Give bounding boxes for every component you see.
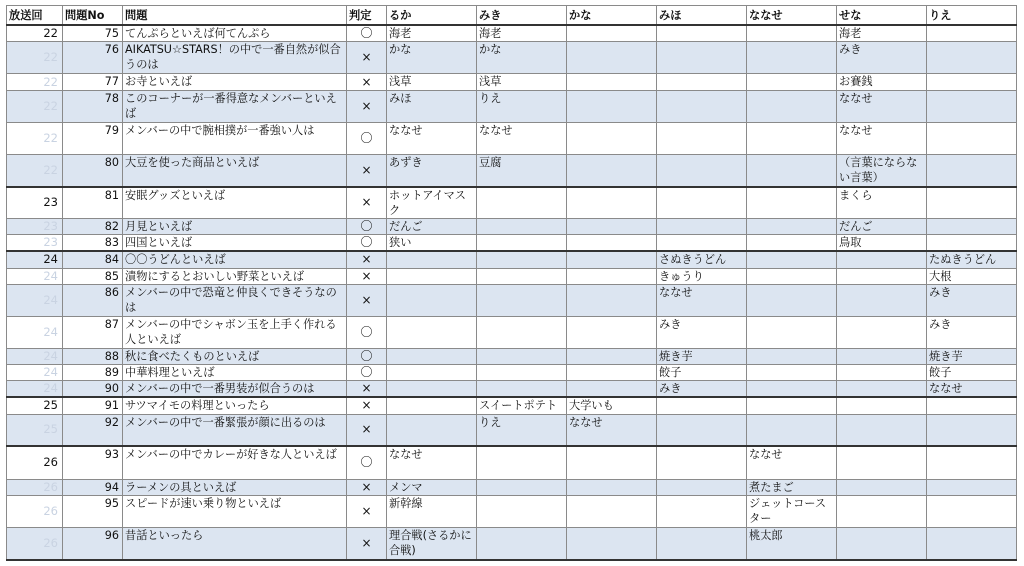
answer-cell-rie[interactable] xyxy=(927,91,1017,123)
answer-cell-miho[interactable] xyxy=(657,397,747,414)
judgement-cell[interactable]: × xyxy=(347,527,387,560)
judgement-cell[interactable]: 〇 xyxy=(347,219,387,235)
answer-cell-ruka[interactable]: ホットアイマスク xyxy=(387,187,477,219)
question-no-cell[interactable]: 88 xyxy=(63,348,123,364)
answer-cell-ruka[interactable]: 浅草 xyxy=(387,74,477,91)
answer-cell-nanase[interactable] xyxy=(747,25,837,42)
answer-cell-sena[interactable]: （言葉にならない言葉） xyxy=(837,155,927,187)
question-no-cell[interactable]: 95 xyxy=(63,495,123,527)
answer-cell-miki[interactable] xyxy=(477,446,567,479)
answer-cell-miho[interactable] xyxy=(657,219,747,235)
answer-cell-ruka[interactable] xyxy=(387,251,477,268)
col-header-kana[interactable]: かな xyxy=(567,6,657,26)
table-row xyxy=(7,397,1017,414)
answer-cell-sena[interactable] xyxy=(837,414,927,446)
answer-cell-kana[interactable] xyxy=(567,235,657,252)
answer-cell-miho[interactable] xyxy=(657,495,747,527)
answer-cell-rie[interactable]: 餃子 xyxy=(927,364,1017,380)
question-no-cell[interactable]: 78 xyxy=(63,91,123,123)
question-cell[interactable]: 月見といえば xyxy=(123,219,347,235)
col-header-miho[interactable]: みほ xyxy=(657,6,747,26)
answer-cell-kana[interactable] xyxy=(567,91,657,123)
table-row xyxy=(7,42,1017,74)
answer-cell-miho[interactable] xyxy=(657,235,747,252)
answer-cell-sena[interactable] xyxy=(837,251,927,268)
answer-cell-sena[interactable]: ななせ xyxy=(837,123,927,155)
question-cell[interactable]: 安眠グッズといえば xyxy=(123,187,347,219)
answer-cell-miki[interactable] xyxy=(477,284,567,316)
question-cell[interactable]: 中華料理といえば xyxy=(123,364,347,380)
answer-cell-nanase[interactable] xyxy=(747,316,837,348)
episode-cell[interactable]: 26 xyxy=(7,446,63,479)
table-row xyxy=(7,495,1017,527)
answer-cell-ruka[interactable]: あずき xyxy=(387,155,477,187)
answer-cell-miki[interactable] xyxy=(477,495,567,527)
header-row xyxy=(7,6,1017,26)
question-no-cell[interactable]: 84 xyxy=(63,251,123,268)
answer-cell-miki[interactable]: 浅草 xyxy=(477,74,567,91)
question-no-cell[interactable]: 96 xyxy=(63,527,123,560)
answer-cell-miki[interactable] xyxy=(477,364,567,380)
answer-cell-rie[interactable] xyxy=(927,414,1017,446)
table-row xyxy=(7,235,1017,252)
answer-cell-miho[interactable] xyxy=(657,74,747,91)
table-row xyxy=(7,251,1017,268)
answer-cell-kana[interactable] xyxy=(567,187,657,219)
answer-cell-kana[interactable] xyxy=(567,155,657,187)
answer-cell-miho[interactable]: きゅうり xyxy=(657,268,747,284)
question-cell[interactable]: 秋に食べたくものといえば xyxy=(123,348,347,364)
episode-cell[interactable]: 24 xyxy=(7,284,63,316)
answer-cell-miki[interactable]: ななせ xyxy=(477,123,567,155)
answer-cell-sena[interactable]: みき xyxy=(837,42,927,74)
answer-cell-kana[interactable] xyxy=(567,25,657,42)
question-no-cell[interactable]: 79 xyxy=(63,123,123,155)
answer-cell-rie[interactable] xyxy=(927,187,1017,219)
answer-cell-miki[interactable] xyxy=(477,479,567,495)
question-no-cell[interactable]: 89 xyxy=(63,364,123,380)
judgement-cell[interactable]: × xyxy=(347,284,387,316)
question-no-cell[interactable]: 81 xyxy=(63,187,123,219)
judgement-cell[interactable]: 〇 xyxy=(347,25,387,42)
episode-cell[interactable]: 26 xyxy=(7,495,63,527)
answer-cell-sena[interactable] xyxy=(837,316,927,348)
answer-cell-ruka[interactable] xyxy=(387,364,477,380)
answer-cell-miki[interactable] xyxy=(477,219,567,235)
answer-cell-miho[interactable]: みき xyxy=(657,380,747,397)
answer-cell-nanase[interactable] xyxy=(747,155,837,187)
answer-cell-sena[interactable]: まくら xyxy=(837,187,927,219)
answer-cell-miho[interactable] xyxy=(657,187,747,219)
answer-cell-kana[interactable] xyxy=(567,364,657,380)
answer-cell-rie[interactable]: みき xyxy=(927,284,1017,316)
judgement-cell[interactable]: 〇 xyxy=(347,235,387,252)
judgement-cell[interactable]: × xyxy=(347,251,387,268)
judgement-cell[interactable]: 〇 xyxy=(347,364,387,380)
episode-cell[interactable]: 23 xyxy=(7,187,63,219)
judgement-cell[interactable]: 〇 xyxy=(347,446,387,479)
judgement-cell[interactable]: × xyxy=(347,414,387,446)
table-row xyxy=(7,187,1017,219)
question-cell[interactable]: 漬物にするとおいしい野菜といえば xyxy=(123,268,347,284)
answer-cell-miki[interactable]: 海老 xyxy=(477,25,567,42)
answer-cell-sena[interactable] xyxy=(837,446,927,479)
answer-cell-miho[interactable] xyxy=(657,479,747,495)
judgement-cell[interactable]: × xyxy=(347,42,387,74)
answer-cell-miho[interactable] xyxy=(657,123,747,155)
table-row xyxy=(7,380,1017,397)
question-cell[interactable]: 昔話といったら xyxy=(123,527,347,560)
episode-cell[interactable]: 26 xyxy=(7,479,63,495)
answer-cell-miki[interactable]: 豆腐 xyxy=(477,155,567,187)
answer-cell-miki[interactable] xyxy=(477,316,567,348)
col-header-judgement[interactable]: 判定 xyxy=(347,6,387,26)
judgement-cell[interactable]: × xyxy=(347,380,387,397)
question-cell[interactable]: このコーナーが一番得意なメンバーといえば xyxy=(123,91,347,123)
question-cell[interactable]: AIKATSU☆STARS！の中で一番自然が似合うのは xyxy=(123,42,347,74)
question-no-cell[interactable]: 85 xyxy=(63,268,123,284)
answer-cell-kana[interactable] xyxy=(567,479,657,495)
answer-cell-miho[interactable] xyxy=(657,91,747,123)
judgement-cell[interactable]: × xyxy=(347,155,387,187)
question-cell[interactable]: ラーメンの具といえば xyxy=(123,479,347,495)
question-cell[interactable]: メンバーの中でカレーが好きな人といえば xyxy=(123,446,347,479)
answer-cell-sena[interactable] xyxy=(837,527,927,560)
col-header-question-no[interactable]: 問題No xyxy=(63,6,123,26)
judgement-cell[interactable]: × xyxy=(347,91,387,123)
episode-cell[interactable]: 26 xyxy=(7,527,63,560)
question-cell[interactable]: サツマイモの料理といったら xyxy=(123,397,347,414)
judgement-cell[interactable]: 〇 xyxy=(347,348,387,364)
answer-cell-kana[interactable] xyxy=(567,284,657,316)
col-header-miki[interactable]: みき xyxy=(477,6,567,26)
judgement-cell[interactable]: × xyxy=(347,187,387,219)
answer-cell-ruka[interactable]: メンマ xyxy=(387,479,477,495)
answer-cell-nanase[interactable] xyxy=(747,74,837,91)
answer-cell-sena[interactable] xyxy=(837,397,927,414)
answer-cell-nanase[interactable]: ジェットコースター xyxy=(747,495,837,527)
answer-cell-kana[interactable] xyxy=(567,219,657,235)
answer-cell-kana[interactable] xyxy=(567,316,657,348)
answer-cell-rie[interactable]: たぬきうどん xyxy=(927,251,1017,268)
col-header-sena[interactable]: せな xyxy=(837,6,927,26)
answer-cell-nanase[interactable] xyxy=(747,42,837,74)
answer-cell-sena[interactable] xyxy=(837,348,927,364)
question-cell[interactable]: お寺といえば xyxy=(123,74,347,91)
question-cell[interactable]: 大豆を使った商品といえば xyxy=(123,155,347,187)
answer-cell-nanase[interactable] xyxy=(747,414,837,446)
answer-cell-miki[interactable]: かな xyxy=(477,42,567,74)
answer-cell-ruka[interactable]: 新幹線 xyxy=(387,495,477,527)
answer-cell-sena[interactable]: ななせ xyxy=(837,91,927,123)
answer-cell-nanase[interactable] xyxy=(747,251,837,268)
question-no-cell[interactable]: 93 xyxy=(63,446,123,479)
question-no-cell[interactable]: 77 xyxy=(63,74,123,91)
answer-cell-sena[interactable]: 海老 xyxy=(837,25,927,42)
question-no-cell[interactable]: 82 xyxy=(63,219,123,235)
answer-cell-rie[interactable] xyxy=(927,446,1017,479)
question-cell[interactable]: メンバーの中で一番男装が似合うのは xyxy=(123,380,347,397)
question-no-cell[interactable]: 94 xyxy=(63,479,123,495)
answer-cell-miho[interactable] xyxy=(657,25,747,42)
question-cell[interactable]: 四国といえば xyxy=(123,235,347,252)
table-row xyxy=(7,25,1017,42)
answer-cell-rie[interactable] xyxy=(927,25,1017,42)
answer-cell-ruka[interactable] xyxy=(387,284,477,316)
episode-cell[interactable]: 22 xyxy=(7,91,63,123)
answer-cell-ruka[interactable] xyxy=(387,380,477,397)
answer-cell-nanase[interactable] xyxy=(747,380,837,397)
answer-cell-ruka[interactable]: 海老 xyxy=(387,25,477,42)
answer-cell-miho[interactable] xyxy=(657,446,747,479)
col-header-ruka[interactable]: るか xyxy=(387,6,477,26)
answer-cell-rie[interactable] xyxy=(927,397,1017,414)
question-cell[interactable]: てんぷらといえば何てんぷら xyxy=(123,25,347,42)
table-row xyxy=(7,219,1017,235)
episode-cell[interactable]: 23 xyxy=(7,219,63,235)
answer-cell-nanase[interactable] xyxy=(747,219,837,235)
col-header-question[interactable]: 問題 xyxy=(123,6,347,26)
episode-cell[interactable]: 25 xyxy=(7,397,63,414)
answer-cell-nanase[interactable] xyxy=(747,268,837,284)
table-row xyxy=(7,414,1017,446)
col-header-rie[interactable]: りえ xyxy=(927,6,1017,26)
answer-cell-rie[interactable] xyxy=(927,527,1017,560)
answer-cell-ruka[interactable]: みほ xyxy=(387,91,477,123)
answer-cell-kana[interactable] xyxy=(567,268,657,284)
judgement-cell[interactable]: 〇 xyxy=(347,316,387,348)
answer-cell-sena[interactable] xyxy=(837,495,927,527)
answer-cell-nanase[interactable] xyxy=(747,364,837,380)
answer-cell-rie[interactable] xyxy=(927,479,1017,495)
judgement-cell[interactable]: × xyxy=(347,495,387,527)
answer-cell-kana[interactable] xyxy=(567,123,657,155)
answer-cell-miki[interactable]: スイートポテト xyxy=(477,397,567,414)
answer-cell-rie[interactable] xyxy=(927,235,1017,252)
answer-cell-nanase[interactable] xyxy=(747,348,837,364)
question-no-cell[interactable]: 86 xyxy=(63,284,123,316)
answer-cell-nanase[interactable]: 煮たまご xyxy=(747,479,837,495)
answer-cell-kana[interactable] xyxy=(567,527,657,560)
episode-cell[interactable]: 22 xyxy=(7,155,63,187)
table-row xyxy=(7,446,1017,479)
answer-cell-sena[interactable] xyxy=(837,364,927,380)
judgement-cell[interactable]: × xyxy=(347,74,387,91)
answer-cell-kana[interactable]: 大学いも xyxy=(567,397,657,414)
answer-cell-ruka[interactable] xyxy=(387,397,477,414)
answer-cell-miho[interactable] xyxy=(657,527,747,560)
answer-cell-kana[interactable] xyxy=(567,446,657,479)
answer-cell-sena[interactable] xyxy=(837,284,927,316)
question-cell[interactable]: メンバーの中で腕相撲が一番強い人は xyxy=(123,123,347,155)
answer-cell-miki[interactable]: りえ xyxy=(477,91,567,123)
answer-cell-rie[interactable] xyxy=(927,123,1017,155)
episode-cell[interactable]: 22 xyxy=(7,25,63,42)
table-row xyxy=(7,316,1017,348)
answer-cell-miho[interactable] xyxy=(657,414,747,446)
judgement-cell[interactable]: × xyxy=(347,268,387,284)
answer-cell-miho[interactable] xyxy=(657,155,747,187)
question-cell[interactable]: メンバーの中でシャボン玉を上手く作れる人といえば xyxy=(123,316,347,348)
question-no-cell[interactable]: 75 xyxy=(63,25,123,42)
answer-cell-miho[interactable]: さぬきうどん xyxy=(657,251,747,268)
answer-cell-sena[interactable] xyxy=(837,479,927,495)
answer-cell-miki[interactable] xyxy=(477,268,567,284)
answer-cell-ruka[interactable] xyxy=(387,348,477,364)
question-no-cell[interactable]: 90 xyxy=(63,380,123,397)
quiz-results-sheet xyxy=(6,5,1017,561)
answer-cell-miho[interactable]: 焼き芋 xyxy=(657,348,747,364)
answer-cell-sena[interactable]: お賽銭 xyxy=(837,74,927,91)
question-no-cell[interactable]: 92 xyxy=(63,414,123,446)
answer-cell-miki[interactable]: りえ xyxy=(477,414,567,446)
question-no-cell[interactable]: 91 xyxy=(63,397,123,414)
answer-cell-nanase[interactable] xyxy=(747,284,837,316)
table-row xyxy=(7,74,1017,91)
answer-cell-miki[interactable] xyxy=(477,235,567,252)
answer-cell-ruka[interactable]: かな xyxy=(387,42,477,74)
answer-cell-miho[interactable]: みき xyxy=(657,316,747,348)
judgement-cell[interactable]: × xyxy=(347,397,387,414)
answer-cell-rie[interactable] xyxy=(927,42,1017,74)
question-no-cell[interactable]: 87 xyxy=(63,316,123,348)
answer-cell-kana[interactable] xyxy=(567,495,657,527)
answer-cell-ruka[interactable]: 理合戦(さるかに合戦) xyxy=(387,527,477,560)
answer-cell-miki[interactable] xyxy=(477,527,567,560)
answer-cell-rie[interactable] xyxy=(927,495,1017,527)
answer-cell-nanase[interactable] xyxy=(747,91,837,123)
question-no-cell[interactable]: 80 xyxy=(63,155,123,187)
answer-cell-sena[interactable] xyxy=(837,380,927,397)
answer-cell-sena[interactable]: だんご xyxy=(837,219,927,235)
answer-cell-rie[interactable]: ななせ xyxy=(927,380,1017,397)
answer-cell-sena[interactable]: 鳥取 xyxy=(837,235,927,252)
episode-cell[interactable]: 25 xyxy=(7,414,63,446)
answer-cell-ruka[interactable]: 狭い xyxy=(387,235,477,252)
episode-cell[interactable]: 24 xyxy=(7,364,63,380)
table-row xyxy=(7,364,1017,380)
episode-cell[interactable]: 24 xyxy=(7,316,63,348)
episode-cell[interactable]: 22 xyxy=(7,42,63,74)
answer-cell-kana[interactable] xyxy=(567,380,657,397)
answer-cell-nanase[interactable] xyxy=(747,397,837,414)
col-header-nanase[interactable]: ななせ xyxy=(747,6,837,26)
answer-cell-miki[interactable] xyxy=(477,380,567,397)
question-cell[interactable]: 〇〇うどんといえば xyxy=(123,251,347,268)
question-no-cell[interactable]: 76 xyxy=(63,42,123,74)
answer-cell-ruka[interactable] xyxy=(387,414,477,446)
episode-cell[interactable]: 22 xyxy=(7,123,63,155)
episode-cell[interactable]: 22 xyxy=(7,74,63,91)
answer-cell-ruka[interactable]: ななせ xyxy=(387,446,477,479)
answer-cell-nanase[interactable]: 桃太郎 xyxy=(747,527,837,560)
answer-cell-kana[interactable] xyxy=(567,251,657,268)
answer-cell-ruka[interactable] xyxy=(387,268,477,284)
col-header-episode[interactable]: 放送回 xyxy=(7,6,63,26)
answer-cell-kana[interactable]: ななせ xyxy=(567,414,657,446)
table-row xyxy=(7,155,1017,187)
question-cell[interactable]: スピードが速い乗り物といえば xyxy=(123,495,347,527)
table-row xyxy=(7,479,1017,495)
answer-cell-miki[interactable] xyxy=(477,187,567,219)
question-no-cell[interactable]: 83 xyxy=(63,235,123,252)
table-row xyxy=(7,527,1017,560)
table-row xyxy=(7,91,1017,123)
answer-cell-kana[interactable] xyxy=(567,348,657,364)
answer-cell-miho[interactable] xyxy=(657,42,747,74)
answer-cell-rie[interactable]: 大根 xyxy=(927,268,1017,284)
episode-cell[interactable]: 24 xyxy=(7,348,63,364)
answer-cell-nanase[interactable] xyxy=(747,123,837,155)
answer-cell-miho[interactable]: ななせ xyxy=(657,284,747,316)
episode-cell[interactable]: 24 xyxy=(7,251,63,268)
answer-cell-kana[interactable] xyxy=(567,74,657,91)
question-cell[interactable]: メンバーの中で恐竜と仲良くできそうなのは xyxy=(123,284,347,316)
quiz-results-table xyxy=(6,5,1017,561)
answer-cell-kana[interactable] xyxy=(567,42,657,74)
episode-cell[interactable]: 24 xyxy=(7,380,63,397)
answer-cell-nanase[interactable] xyxy=(747,235,837,252)
answer-cell-ruka[interactable] xyxy=(387,316,477,348)
answer-cell-sena[interactable] xyxy=(837,268,927,284)
answer-cell-ruka[interactable]: ななせ xyxy=(387,123,477,155)
answer-cell-rie[interactable]: 焼き芋 xyxy=(927,348,1017,364)
judgement-cell[interactable]: × xyxy=(347,479,387,495)
answer-cell-rie[interactable] xyxy=(927,74,1017,91)
answer-cell-nanase[interactable] xyxy=(747,187,837,219)
episode-cell[interactable]: 24 xyxy=(7,268,63,284)
table-row xyxy=(7,268,1017,284)
episode-cell[interactable]: 23 xyxy=(7,235,63,252)
answer-cell-miho[interactable]: 餃子 xyxy=(657,364,747,380)
answer-cell-rie[interactable] xyxy=(927,155,1017,187)
answer-cell-rie[interactable] xyxy=(927,219,1017,235)
answer-cell-ruka[interactable]: だんご xyxy=(387,219,477,235)
answer-cell-miki[interactable] xyxy=(477,251,567,268)
table-row xyxy=(7,123,1017,155)
table-row xyxy=(7,348,1017,364)
answer-cell-nanase[interactable]: ななせ xyxy=(747,446,837,479)
judgement-cell[interactable]: 〇 xyxy=(347,123,387,155)
question-cell[interactable]: メンバーの中で一番緊張が顔に出るのは xyxy=(123,414,347,446)
answer-cell-miki[interactable] xyxy=(477,348,567,364)
table-row xyxy=(7,284,1017,316)
answer-cell-rie[interactable]: みき xyxy=(927,316,1017,348)
